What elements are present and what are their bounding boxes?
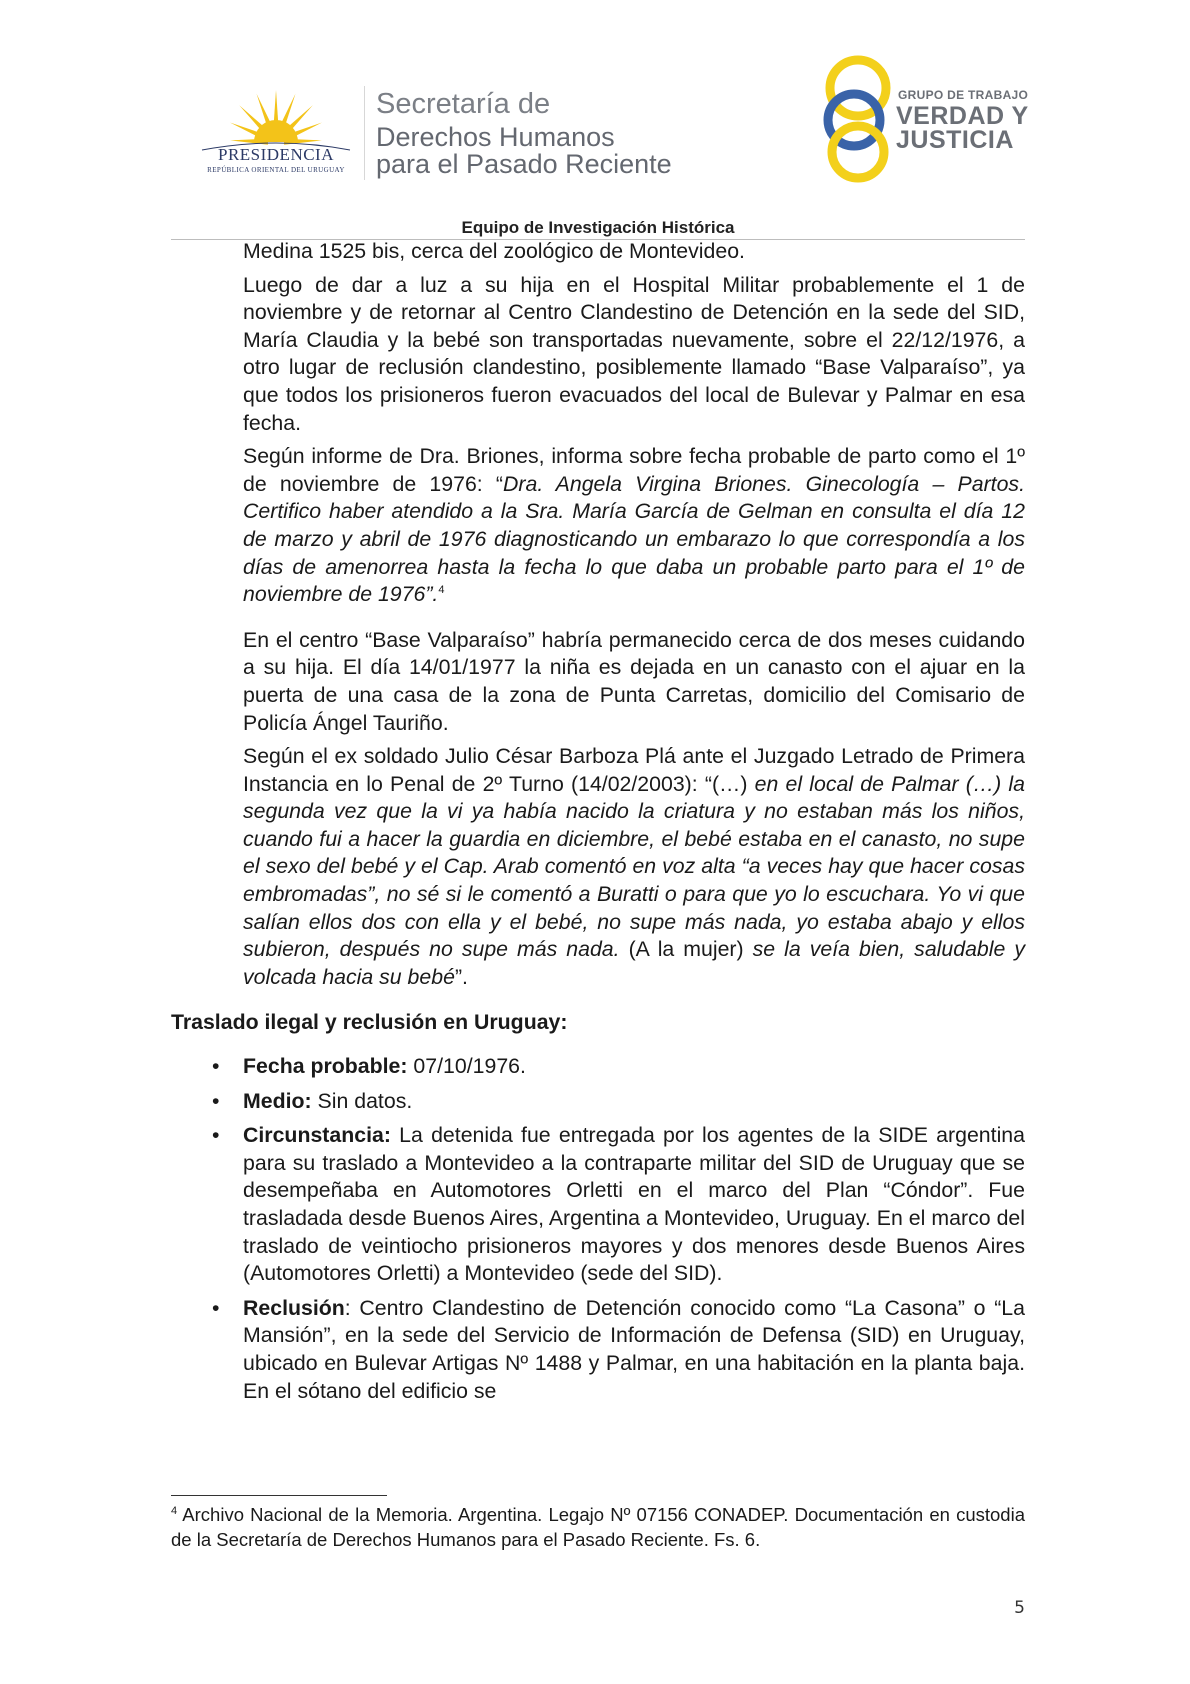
footnote-number: 4 — [171, 1504, 178, 1517]
gvj-subtitle: GRUPO DE TRABAJO — [898, 88, 1029, 102]
quote-text: Dra. Angela Virgina Briones. Ginecología – Partos. Certifico haber atendido a la Sra. María García de Gelman en consulta el día 12 de marzo y abril de 1976 diagnosticando un embarazo lo que correspondía a los días de amenorrea hasta la fecha lo que daba un probable parto para el 1º de noviembre de 1976”. — [243, 471, 1025, 607]
list-item — [212, 1295, 1025, 1405]
item-text: : Centro Clandestino de Detención conocido como “La Casona” o “La Mansión”, en la sede del Servicio de Información de Defensa (SID) en Uruguay, ubicado en Bulevar Artigas Nº 1488 y Palmar, en una habitación en la planta baja. En el sótano del edificio se — [243, 1295, 1025, 1403]
bullet-icon: • — [212, 1054, 220, 1079]
bullet-icon: • — [212, 1123, 220, 1148]
secretaria-line-2: Derechos Humanos — [376, 122, 615, 152]
presidencia-name: PRESIDENCIA — [217, 145, 334, 164]
item-label: Circunstancia: — [243, 1123, 391, 1148]
header-divider — [364, 86, 365, 180]
footnote-rule — [171, 1495, 387, 1496]
footnote-ref: 4 — [438, 584, 445, 597]
header-team-title: Equipo de Investigación Histórica — [461, 218, 735, 237]
document-body — [171, 238, 1025, 1412]
quote-text: se la veía bien, saludable y volcada hacia su bebé — [243, 937, 1025, 989]
list-item — [212, 1122, 1025, 1288]
paragraph-text: ”. — [454, 964, 468, 989]
paragraph: Medina 1525 bis, cerca del zoológico de Montevideo. — [243, 239, 745, 263]
item-label: Reclusión — [243, 1295, 345, 1320]
footnote-text: Archivo Nacional de la Memoria. Argentina. Legajo Nº 07156 CONADEP. Documentación en custodia de la Secretaría de Derechos Humanos para el Pasado Reciente. Fs. 6. — [171, 1504, 1025, 1550]
item-text: Sin datos. — [311, 1088, 413, 1113]
gvj-title-2: JUSTICIA — [896, 126, 1014, 154]
secretaria-line-3: para el Pasado Reciente — [376, 149, 672, 179]
bullet-icon: • — [212, 1088, 220, 1113]
page-number: 5 — [1014, 1598, 1025, 1618]
item-label: Fecha probable: — [243, 1054, 408, 1079]
paragraph-text: (A la mujer) — [619, 937, 753, 962]
paragraph: Luego de dar a luz a su hija en el Hospital Militar probablemente el 1 de noviembre y de retornar al Centro Clandestino de Detención en la sede del SID, María Claudia y la bebé son transportadas nuevamente, sobre el 22/12/1976, a otro lugar de reclusión clandestino, posiblemente llamado “Base Valparaíso”, ya que todos los prisioneros fueron evacuados del local de Bulevar y Palmar en esa fecha. — [243, 272, 1025, 435]
quote-text: en el local de Palmar (…) la segunda vez que la vi ya había nacido la criatura y no estaban más los niños, cuando fui a hacer la guardia en diciembre, el bebé estaba en el canasto, no supe el sexo del bebé y el Cap. Arab comentó en voz alta “a veces hay que hacer cosas embromadas”, no sé si le comentó a Buratti o para que yo lo escuchara. Yo vi que salían ellos dos con ella y el bebé, no supe más nada, yo estaba abajo y ellos subieron, después no supe más nada. — [243, 771, 1025, 962]
list-item — [212, 1053, 1025, 1081]
footnote — [171, 1502, 1025, 1552]
paragraph: En el centro “Base Valparaíso” habría permanecido cerca de dos meses cuidando a su hija. El día 14/01/1977 la niña es dejada en un canasto con el ajuar en la puerta de una casa de la zona de Punta Carretas, domicilio del Comisario de Policía Ángel Tauriño. — [243, 627, 1025, 735]
page-header — [0, 0, 1190, 260]
presidencia-subtitle: REPÚBLICA ORIENTAL DEL URUGUAY — [207, 166, 345, 174]
paragraph-briones — [243, 443, 1025, 609]
item-text: La detenida fue entregada por los agentes de la SIDE argentina para su traslado a Montevideo a la contraparte militar del SID de Uruguay que se desempeñaba en Automotores Orletti en el marco del Plan “Cóndor”. Fue trasladada desde Buenos Aires, Argentina a Montevideo, Uruguay. En el marco del traslado de veintiocho prisioneros mayores y dos menores desde Buenos Aires (Automotores Orletti) a Montevideo (sede del SID). — [243, 1123, 1025, 1286]
gvj-title-1: VERDAD Y — [896, 102, 1029, 130]
bullet-list — [171, 1053, 1025, 1405]
item-label: Medio: — [243, 1088, 312, 1113]
paragraph-text: Según el ex soldado Julio César Barboza Plá ante el Juzgado Letrado de Primera Instancia en lo Penal de 2º Turno (14/02/2003): “(…) — [243, 744, 1025, 796]
interlocked-rings-logo-icon — [818, 54, 898, 184]
item-text: 07/10/1976. — [407, 1054, 526, 1079]
paragraph-text: Según informe de Dra. Briones, informa sobre fecha probable de parto como el 1º de noviembre de 1976: “ — [243, 444, 1025, 496]
bullet-icon: • — [212, 1295, 220, 1320]
paragraph-testimony — [243, 743, 1025, 991]
sun-logo-icon — [196, 80, 356, 180]
secretaria-line-1: Secretaría de — [376, 88, 551, 120]
section-heading: Traslado ilegal y reclusión en Uruguay: — [171, 1010, 568, 1035]
list-item — [212, 1088, 1025, 1116]
